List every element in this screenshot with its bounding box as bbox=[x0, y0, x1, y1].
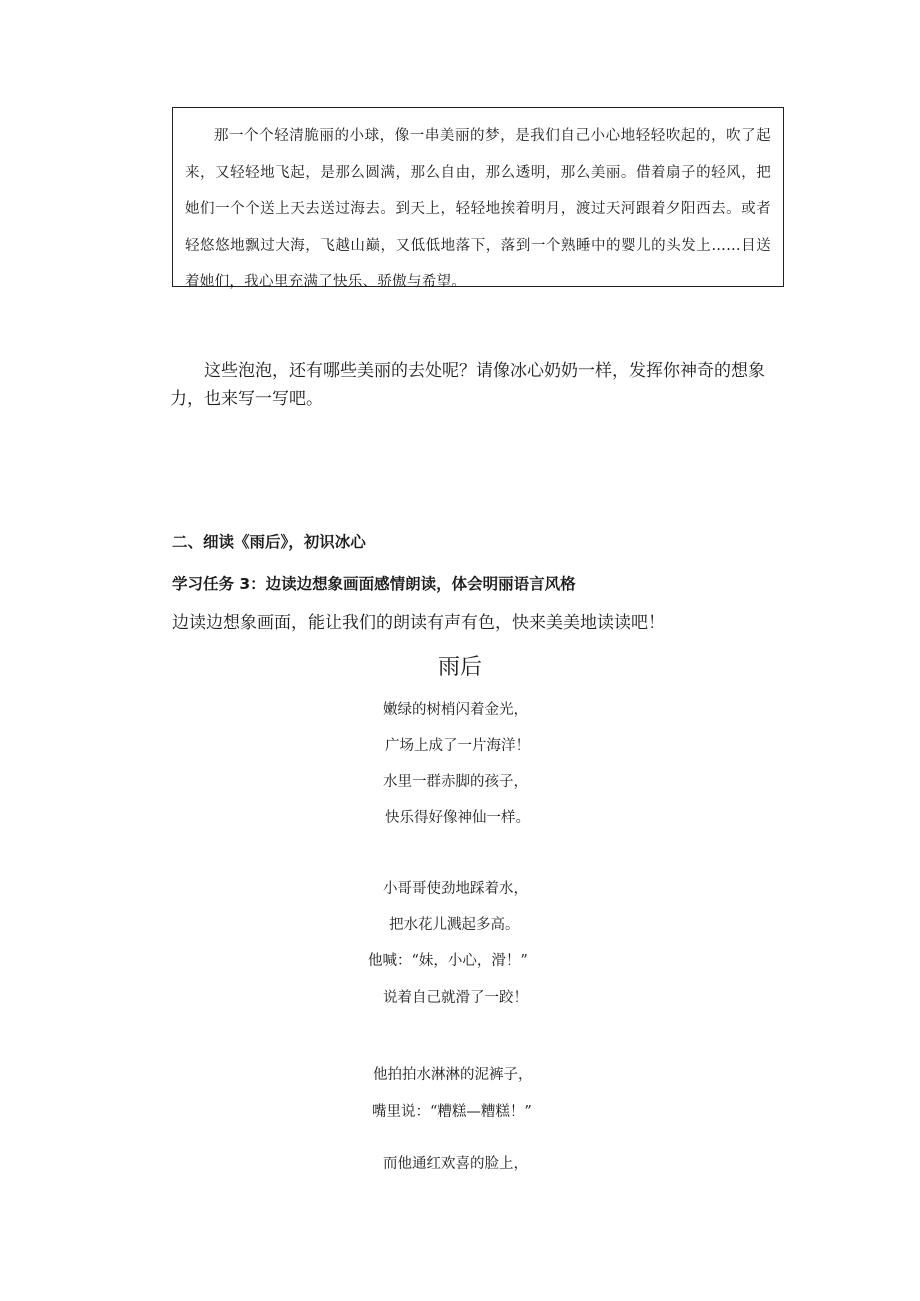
section-heading: 二、细读《雨后》，初识冰心 bbox=[172, 533, 366, 551]
poem-line: 快乐得好像神仙一样。 bbox=[385, 810, 530, 826]
quote-box bbox=[172, 107, 784, 290]
poem-title: 雨后 bbox=[437, 655, 482, 680]
poem-line: 他拍拍水淋淋的泥裤子， bbox=[373, 1067, 533, 1083]
poem-line: 说着自己就滑了一跤！ bbox=[383, 990, 528, 1006]
poem-line: 小哥哥使劲地踩着水， bbox=[383, 881, 528, 897]
poem-line: 他喊：“妹，小心，滑！” bbox=[368, 953, 528, 969]
poem-line: 水里一群赤脚的孩子， bbox=[383, 774, 528, 790]
poem-line: 而他通红欢喜的脸上， bbox=[383, 1156, 528, 1172]
reading-intro: 边读边想象画面，能让我们的朗读有声有色，快来美美地读读吧！ bbox=[172, 613, 665, 633]
poem-line: 广场上成了一片海洋！ bbox=[385, 738, 530, 754]
quote-text: 那一个个轻清脆丽的小球，像一串美丽的梦，是我们自己小心地轻轻吹起的，吹了起来，又轻轻地飞起，是那么圆满，那么自由，那么透明，那么美丽。借着扇子的轻风，把她们一个个送上天去送过海去。到天上，轻轻地挨着明月，渡过天河跟着夕阳西去。或者轻悠悠地飘过大海，飞越山巅，又低低地落下，落到一个熟睡中的婴儿的头发上……目送着她们，我心里充满了快乐、骄傲与希望。 bbox=[185, 128, 771, 290]
poem-line: 把水花儿溅起多高。 bbox=[389, 917, 520, 933]
poem-line: 嫩绿的树梢闪着金光， bbox=[383, 702, 528, 718]
poem-line: 嘴里说：“糟糕—糟糕！” bbox=[372, 1104, 532, 1120]
learning-task: 学习任务 3：边读边想象画面感情朗读，体会明丽语言风格 bbox=[172, 575, 576, 593]
writing-prompt: 这些泡泡，还有哪些美丽的去处呢？请像冰心奶奶一样，发挥你神奇的想象力，也来写一写吧。 bbox=[170, 361, 765, 409]
